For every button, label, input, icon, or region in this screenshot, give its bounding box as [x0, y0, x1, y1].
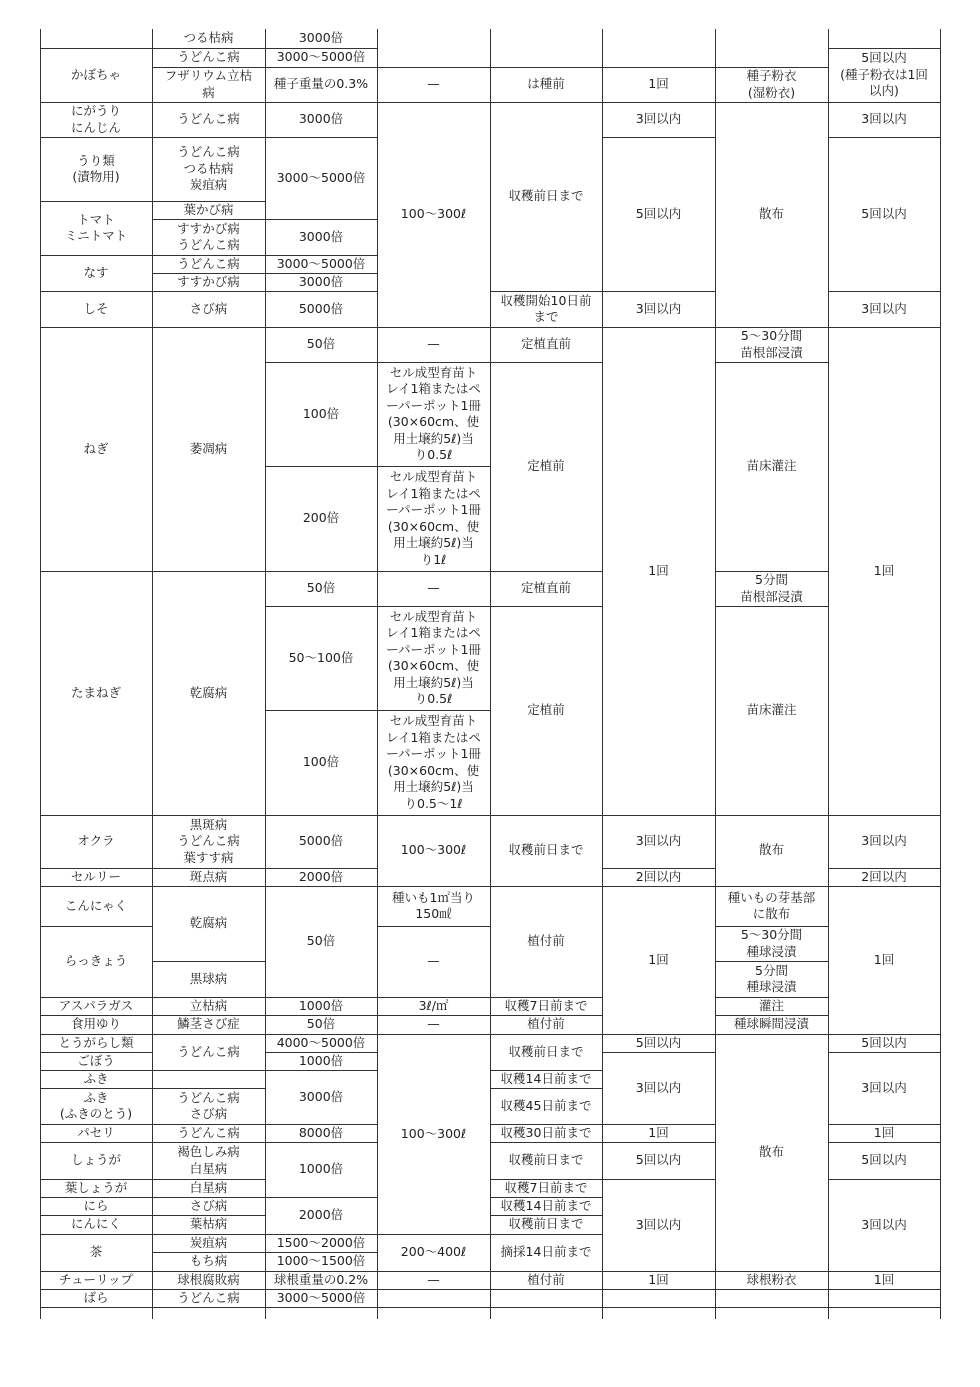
table-cell-disease: すすかび病	[177, 273, 240, 289]
table-cell-timing: 摘採14日前まで	[500, 1244, 592, 1260]
table-cell-dilution: 2000倍	[298, 868, 344, 884]
table-cell-total_uses: 1回	[873, 562, 895, 578]
table-cell-timing: 収穫14日前まで	[500, 1070, 592, 1086]
table-cell-dilution: 1000倍	[298, 1052, 344, 1068]
table-cell-dilution: 8000倍	[298, 1124, 344, 1140]
table-cell-dilution: 50倍	[306, 933, 336, 949]
table-cell-volume: 3ℓ/㎡	[418, 997, 449, 1013]
table-cell-timing: 収穫7日前まで	[504, 997, 588, 1013]
table-cell-crop: オクラ	[77, 833, 115, 849]
table-cell-timing: 収穫30日前まで	[500, 1124, 592, 1140]
table-cell-volume: —	[427, 76, 440, 92]
table-cell-timing: 定植直前	[520, 336, 571, 352]
table-cell-total_uses: 5回以内 (種子粉衣は1回 以内)	[840, 50, 928, 99]
table-cell-volume: —	[427, 1016, 440, 1032]
table-cell-disease: 球根腐敗病	[177, 1271, 240, 1287]
table-cell-disease: フザリウム立枯 病	[164, 68, 253, 100]
table-cell-method: 5〜30分間 苗根部浸漬	[740, 328, 803, 360]
table-cell-method: 種球瞬間浸漬	[733, 1016, 809, 1032]
table-cell-dilution: 100倍	[302, 754, 340, 770]
table-cell-disease: 褐色しみ病 白星病	[177, 1144, 240, 1176]
table-cell-crop: セルリー	[70, 868, 121, 884]
table-cell-method: 種子粉衣 (湿粉衣)	[746, 68, 797, 100]
table-cell-disease: 斑点病	[189, 868, 228, 884]
table-cell-uses: 3回以内	[635, 1079, 682, 1095]
table-column-rule	[940, 29, 941, 1319]
table-cell-method: 苗床灌注	[746, 702, 797, 718]
table-cell-uses: 2回以内	[635, 868, 682, 884]
table-cell-disease: うどんこ病	[177, 255, 240, 271]
table-cell-total_uses: 1回	[873, 951, 895, 967]
pesticide-table-page	[40, 29, 940, 1319]
table-cell-dilution: 種子重量の0.3%	[273, 76, 369, 92]
table-cell-disease: 葉枯病	[189, 1216, 228, 1232]
table-cell-volume: —	[427, 1271, 440, 1287]
table-cell-crop: しそ	[83, 300, 109, 316]
table-cell-dilution: 3000倍	[298, 111, 344, 127]
table-cell-disease: 萎凋病	[189, 440, 228, 456]
table-cell-crop: 茶	[89, 1244, 103, 1260]
table-cell-timing: 収穫7日前まで	[504, 1179, 588, 1195]
table-cell-uses: 1回	[648, 951, 669, 967]
table-cell-timing: 植付前	[527, 1271, 565, 1287]
table-cell-timing: 収穫開始10日前 まで	[500, 292, 592, 324]
pesticide-usage-table	[40, 29, 940, 1319]
table-cell-timing: 定植直前	[520, 580, 571, 596]
table-cell-volume: 200〜400ℓ	[400, 1244, 467, 1260]
table-cell-crop: しょうが	[70, 1152, 121, 1168]
table-cell-crop: らっきょう	[64, 953, 128, 969]
table-rule	[715, 1289, 829, 1290]
table-cell-method: 5分間 種球浸漬	[746, 962, 797, 994]
table-cell-crop: たまねぎ	[70, 684, 121, 700]
table-cell-crop: 葉しょうが	[64, 1179, 128, 1195]
table-cell-timing: は種前	[527, 76, 565, 92]
table-cell-method: 種いもの芽基部 に散布	[727, 889, 816, 921]
table-cell-dilution: 100倍	[302, 405, 340, 421]
table-cell-dilution: 50倍	[306, 1016, 336, 1032]
table-cell-uses: 5回以内	[635, 1152, 682, 1168]
table-cell-method: 5〜30分間 種球浸漬	[740, 927, 803, 959]
table-cell-crop: にんにく	[70, 1216, 121, 1232]
table-cell-timing: 植付前	[527, 1016, 565, 1032]
table-cell-dilution: 3000〜5000倍	[276, 255, 366, 271]
table-cell-disease: 立枯病	[189, 997, 228, 1013]
table-cell-crop: トマト ミニトマト	[64, 211, 128, 243]
table-cell-volume: —	[427, 953, 440, 969]
table-cell-dilution: 3000〜5000倍	[276, 49, 366, 65]
table-cell-disease: うどんこ病 つる枯病 炭疽病	[177, 144, 240, 193]
table-cell-total_uses: 3回以内	[861, 833, 907, 849]
table-cell-disease: すすかび病 うどんこ病	[177, 220, 240, 252]
table-cell-disease: 乾腐病	[189, 684, 228, 700]
table-cell-crop: にら	[83, 1197, 109, 1213]
table-cell-method: 5分間 苗根部浸漬	[740, 572, 803, 604]
table-cell-uses: 3回以内	[635, 833, 682, 849]
table-cell-disease: うどんこ病	[177, 111, 240, 127]
table-cell-disease: 鱗茎さび症	[177, 1016, 240, 1032]
table-cell-dilution: 5000倍	[298, 300, 344, 316]
table-rule	[490, 1289, 603, 1290]
table-cell-uses: 3回以内	[635, 111, 682, 127]
table-rule	[152, 1070, 266, 1071]
table-cell-dilution: 50〜100倍	[288, 649, 354, 665]
table-cell-dilution: 3000〜5000倍	[276, 169, 366, 185]
table-cell-dilution: 3000〜5000倍	[276, 1289, 366, 1305]
table-cell-volume: 100〜300ℓ	[400, 206, 467, 222]
table-cell-dilution: 3000倍	[298, 273, 344, 289]
table-cell-dilution: 5000倍	[298, 833, 344, 849]
table-cell-disease: もち病	[189, 1253, 228, 1269]
table-cell-crop: パセリ	[77, 1124, 115, 1140]
table-cell-method: 散布	[758, 206, 784, 222]
table-cell-disease: うどんこ病	[177, 1043, 240, 1059]
table-cell-crop: ふき (ふきのとう)	[59, 1089, 133, 1121]
table-cell-method: 散布	[758, 842, 784, 858]
table-cell-crop: ふき	[83, 1070, 109, 1086]
table-cell-uses: 3回以内	[635, 300, 682, 316]
table-cell-disease: うどんこ病	[177, 1289, 240, 1305]
table-cell-volume: 100〜300ℓ	[400, 842, 467, 858]
table-cell-dilution: 球根重量の0.2%	[273, 1271, 369, 1287]
table-cell-timing: 収穫前日まで	[508, 188, 584, 204]
table-cell-crop: ねぎ	[83, 440, 109, 456]
table-cell-disease: さび病	[189, 1197, 228, 1213]
table-cell-uses: 3回以内	[635, 1216, 682, 1232]
table-cell-total_uses: 2回以内	[861, 868, 907, 884]
table-rule	[828, 1289, 941, 1290]
table-cell-total_uses: 3回以内	[861, 111, 907, 127]
table-cell-crop: かぼちゃ	[70, 66, 121, 82]
table-cell-disease: うどんこ病	[177, 49, 240, 65]
table-cell-volume: 種いも1㎡当り 150㎖	[392, 889, 475, 921]
table-cell-method: 散布	[758, 1144, 784, 1160]
table-cell-dilution: 200倍	[302, 510, 340, 526]
table-cell-dilution: 1000〜1500倍	[276, 1253, 366, 1269]
table-cell-uses: 1回	[648, 76, 669, 92]
table-cell-volume: —	[427, 580, 440, 596]
table-cell-method: 灌注	[758, 997, 784, 1013]
table-cell-total_uses: 5回以内	[861, 1152, 907, 1168]
table-cell-timing: 収穫45日前まで	[500, 1097, 592, 1113]
table-cell-timing: 定植前	[527, 702, 565, 718]
table-cell-total_uses: 5回以内	[861, 205, 907, 221]
table-cell-uses: 5回以内	[635, 1034, 682, 1050]
table-cell-dilution: 1500〜2000倍	[276, 1234, 366, 1250]
table-cell-timing: 収穫前日まで	[508, 842, 584, 858]
table-cell-disease: 黒球病	[189, 970, 228, 986]
table-cell-dilution: 50倍	[306, 336, 336, 352]
table-cell-disease: 白星病	[189, 1179, 228, 1195]
table-cell-crop: うり類 (漬物用)	[72, 152, 120, 184]
table-cell-timing: 定植前	[527, 458, 565, 474]
table-cell-crop: こんにゃく	[64, 897, 128, 913]
table-cell-total_uses: 3回以内	[861, 1079, 907, 1095]
table-cell-disease: さび病	[189, 300, 228, 316]
table-cell-disease: つる枯病	[183, 30, 234, 46]
table-cell-timing: 植付前	[527, 933, 565, 949]
table-cell-crop: 食用ゆり	[70, 1016, 121, 1032]
table-cell-dilution: 3000倍	[298, 1088, 344, 1104]
table-cell-dilution: 50倍	[306, 580, 336, 596]
table-cell-volume: セル成型育苗ト レイ1箱またはペ ーパーポット1冊 (30×60cm、使 用土壌約5ℓ)当 り1ℓ	[386, 469, 481, 567]
table-cell-dilution: 3000倍	[298, 228, 344, 244]
table-cell-dilution: 3000倍	[298, 30, 344, 46]
table-cell-volume: セル成型育苗ト レイ1箱またはペ ーパーポット1冊 (30×60cm、使 用土壌約5ℓ)当 り0.5ℓ	[386, 364, 481, 462]
table-cell-method: 球根粉衣	[746, 1271, 797, 1287]
table-cell-total_uses: 1回	[873, 1124, 895, 1140]
table-cell-total_uses: 5回以内	[861, 1034, 907, 1050]
table-cell-uses: 1回	[648, 562, 669, 578]
table-cell-dilution: 2000倍	[298, 1207, 344, 1223]
table-cell-total_uses: 3回以内	[861, 1216, 907, 1232]
table-rule	[602, 1289, 716, 1290]
table-rule	[377, 1289, 491, 1290]
table-cell-uses: 5回以内	[635, 205, 682, 221]
table-cell-crop: チューリップ	[58, 1271, 134, 1287]
table-cell-crop: にがうり にんじん	[70, 103, 121, 135]
table-cell-dilution: 1000倍	[298, 1161, 344, 1177]
table-cell-total_uses: 3回以内	[861, 300, 907, 316]
table-rule	[40, 1307, 941, 1308]
table-cell-crop: とうがらし類	[58, 1034, 134, 1050]
table-cell-crop: ごぼう	[77, 1052, 115, 1068]
table-cell-disease: 葉かび病	[183, 201, 234, 217]
table-cell-crop: アスパラガス	[58, 997, 134, 1013]
table-cell-crop: なす	[83, 264, 109, 280]
table-cell-total_uses: 1回	[873, 1271, 895, 1287]
table-cell-dilution: 4000〜5000倍	[276, 1034, 366, 1050]
table-cell-timing: 収穫前日まで	[508, 1043, 584, 1059]
table-cell-timing: 収穫前日まで	[508, 1216, 584, 1232]
table-cell-disease: 炭疽病	[189, 1234, 228, 1250]
table-cell-dilution: 1000倍	[298, 997, 344, 1013]
table-cell-volume: セル成型育苗ト レイ1箱またはペ ーパーポット1冊 (30×60cm、使 用土壌約5ℓ)当 り0.5ℓ	[386, 608, 481, 706]
table-cell-timing: 収穫14日前まで	[500, 1197, 592, 1213]
table-cell-timing: 収穫前日まで	[508, 1152, 584, 1168]
table-cell-method: 苗床灌注	[746, 458, 797, 474]
table-cell-crop: ばら	[83, 1289, 109, 1305]
table-cell-uses: 1回	[648, 1271, 669, 1287]
table-cell-disease: 乾腐病	[189, 915, 228, 931]
table-cell-volume: 100〜300ℓ	[400, 1125, 467, 1141]
table-cell-volume: —	[427, 336, 440, 352]
table-cell-disease: うどんこ病	[177, 1124, 240, 1140]
table-cell-disease: うどんこ病 さび病	[177, 1089, 240, 1121]
table-cell-uses: 1回	[648, 1124, 669, 1140]
table-cell-volume: セル成型育苗ト レイ1箱またはペ ーパーポット1冊 (30×60cm、使 用土壌約5ℓ)当 り0.5〜1ℓ	[386, 713, 481, 811]
table-cell-disease: 黒斑病 うどんこ病 葉すす病	[177, 816, 240, 865]
